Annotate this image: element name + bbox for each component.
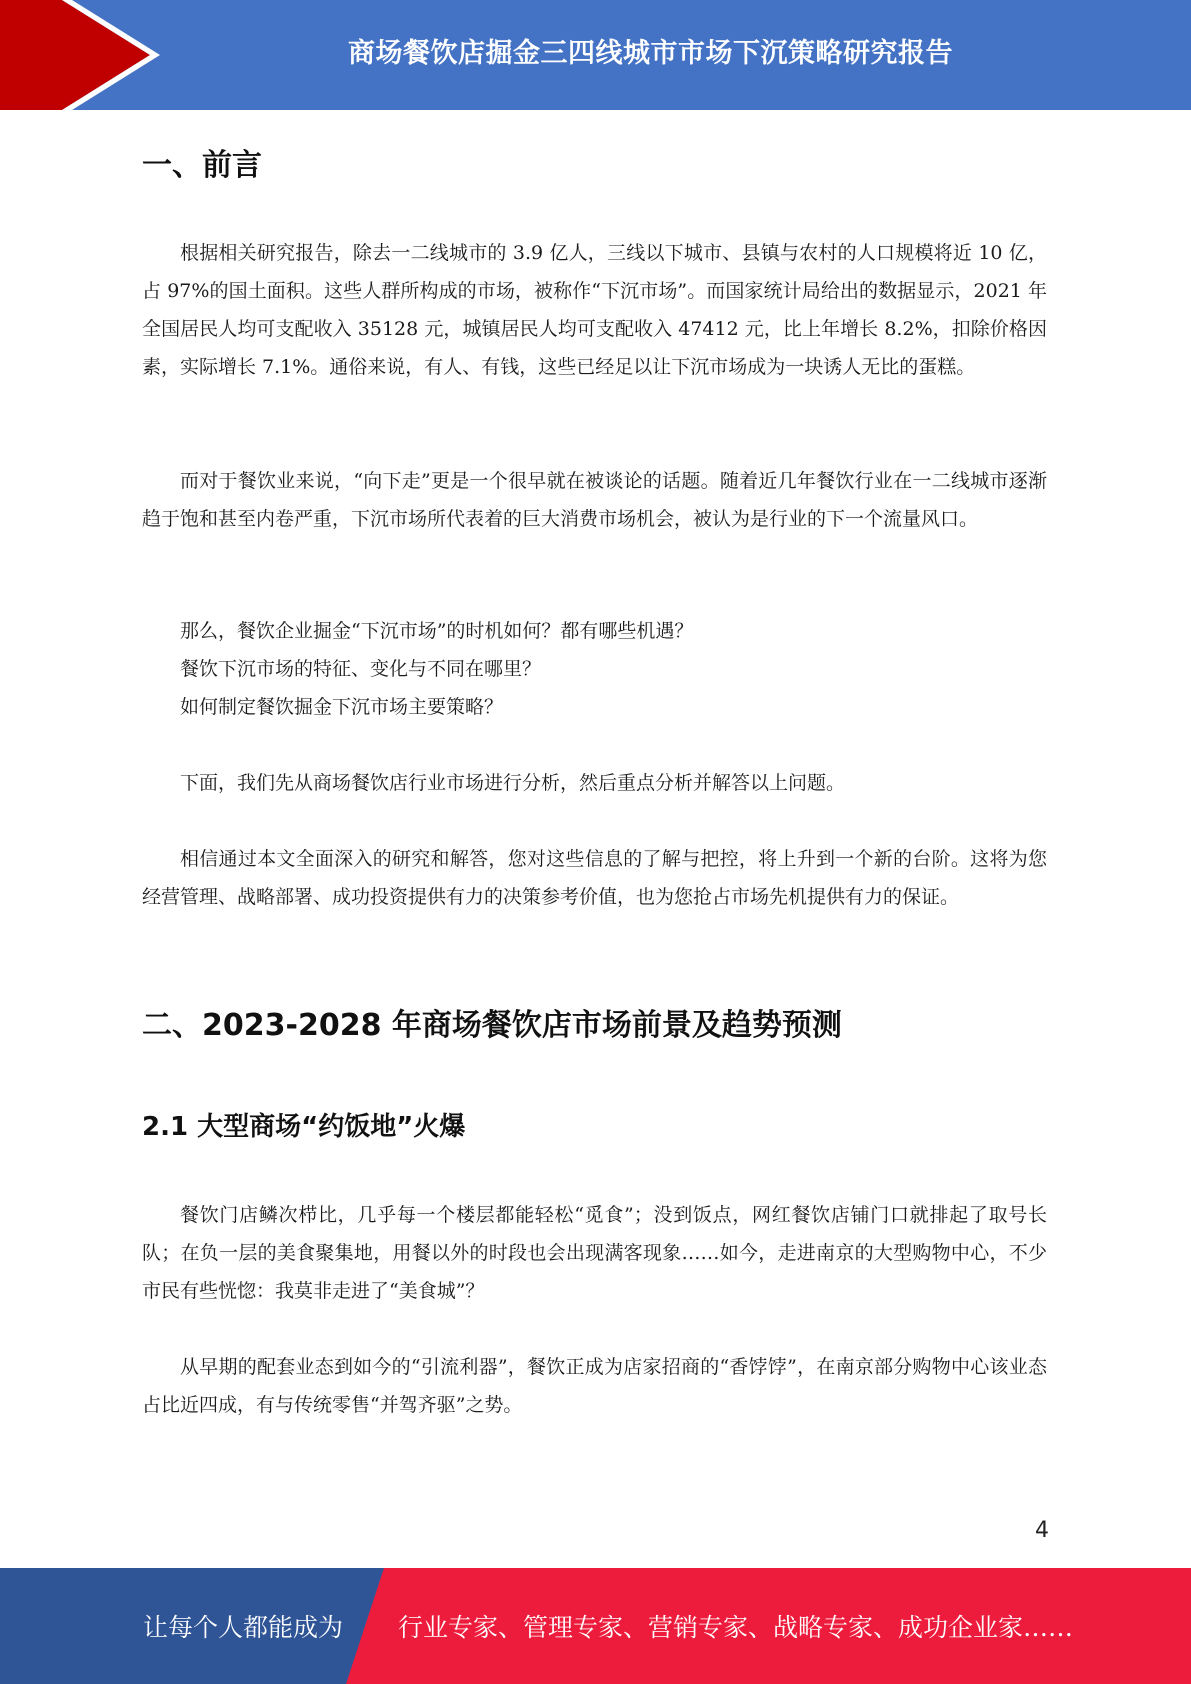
section-heading-outlook: 二、2023-2028 年商场餐饮店市场前景及趋势预测 (142, 1008, 842, 1043)
question-item: 那么，餐饮企业掘金“下沉市场”的时机如何？都有哪些机遇？ (180, 620, 694, 642)
paragraph: 从早期的配套业态到如今的“引流利器”，餐饮正成为店家招商的“香饽饽”，在南京部分购物中心该业态占比近四成，有与传统零售“并驾齐驱”之势。 (142, 1356, 1047, 1416)
report-title: 商场餐饮店掘金三四线城市市场下沉策略研究报告 (348, 37, 953, 69)
paragraph: 根据相关研究报告，除去一二线城市的 3.9 亿人，三线以下城市、县镇与农村的人口规模将近 10 亿，占 97%的国土面积。这些人群所构成的市场，被称作“下沉市场”。而国家统计局给出的数据显示，2021 年全国居民人均可支配收入 35128 元，城镇居民人均可支配收入 47412 元，比上年增长 8.2%，扣除价格因素，实际增长 7.1%。通俗来说，有人、有钱，这些已经足以让下沉市场成为一块诱人无比的蛋糕。 (142, 242, 1047, 378)
footer-slogan-right: 行业专家、管理专家、营销专家、战略专家、成功企业家…… (398, 1613, 1074, 1642)
paragraph: 而对于餐饮业来说，“向下走”更是一个很早就在被谈论的话题。随着近几年餐饮行业在一二线城市逐渐趋于饱和甚至内卷严重，下沉市场所代表着的巨大消费市场机会，被认为是行业的下一个流量风口。 (142, 470, 1047, 530)
paragraph: 相信通过本文全面深入的研究和解答，您对这些信息的了解与把控，将上升到一个新的台阶。这将为您经营管理、战略部署、成功投资提供有力的决策参考价值，也为您抢占市场先机提供有力的保证。 (142, 848, 1047, 908)
subsection-heading: 2.1 大型商场“约饭地”火爆 (142, 1112, 466, 1142)
footer-slogan-left: 让每个人都能成为 (143, 1613, 344, 1642)
paragraph: 下面，我们先从商场餐饮店行业市场进行分析，然后重点分析并解答以上问题。 (180, 772, 846, 794)
question-item: 餐饮下沉市场的特征、变化与不同在哪里？ (180, 658, 542, 680)
page-number: 4 (1035, 1518, 1049, 1543)
page-header (0, 0, 1191, 110)
paragraph: 餐饮门店鳞次栉比，几乎每一个楼层都能轻松“觅食”；没到饭点，网红餐饮店铺门口就排起了取号长队；在负一层的美食聚集地，用餐以外的时段也会出现满客现象……如今，走进南京的大型购物中心，不少市民有些恍惚：我莫非走进了“美食城”？ (142, 1204, 1047, 1302)
question-item: 如何制定餐饮掘金下沉市场主要策略？ (180, 696, 504, 718)
section-heading-preface: 一、前言 (142, 148, 262, 183)
page-footer (0, 1568, 1191, 1684)
chevron-arrow-icon (0, 0, 160, 110)
